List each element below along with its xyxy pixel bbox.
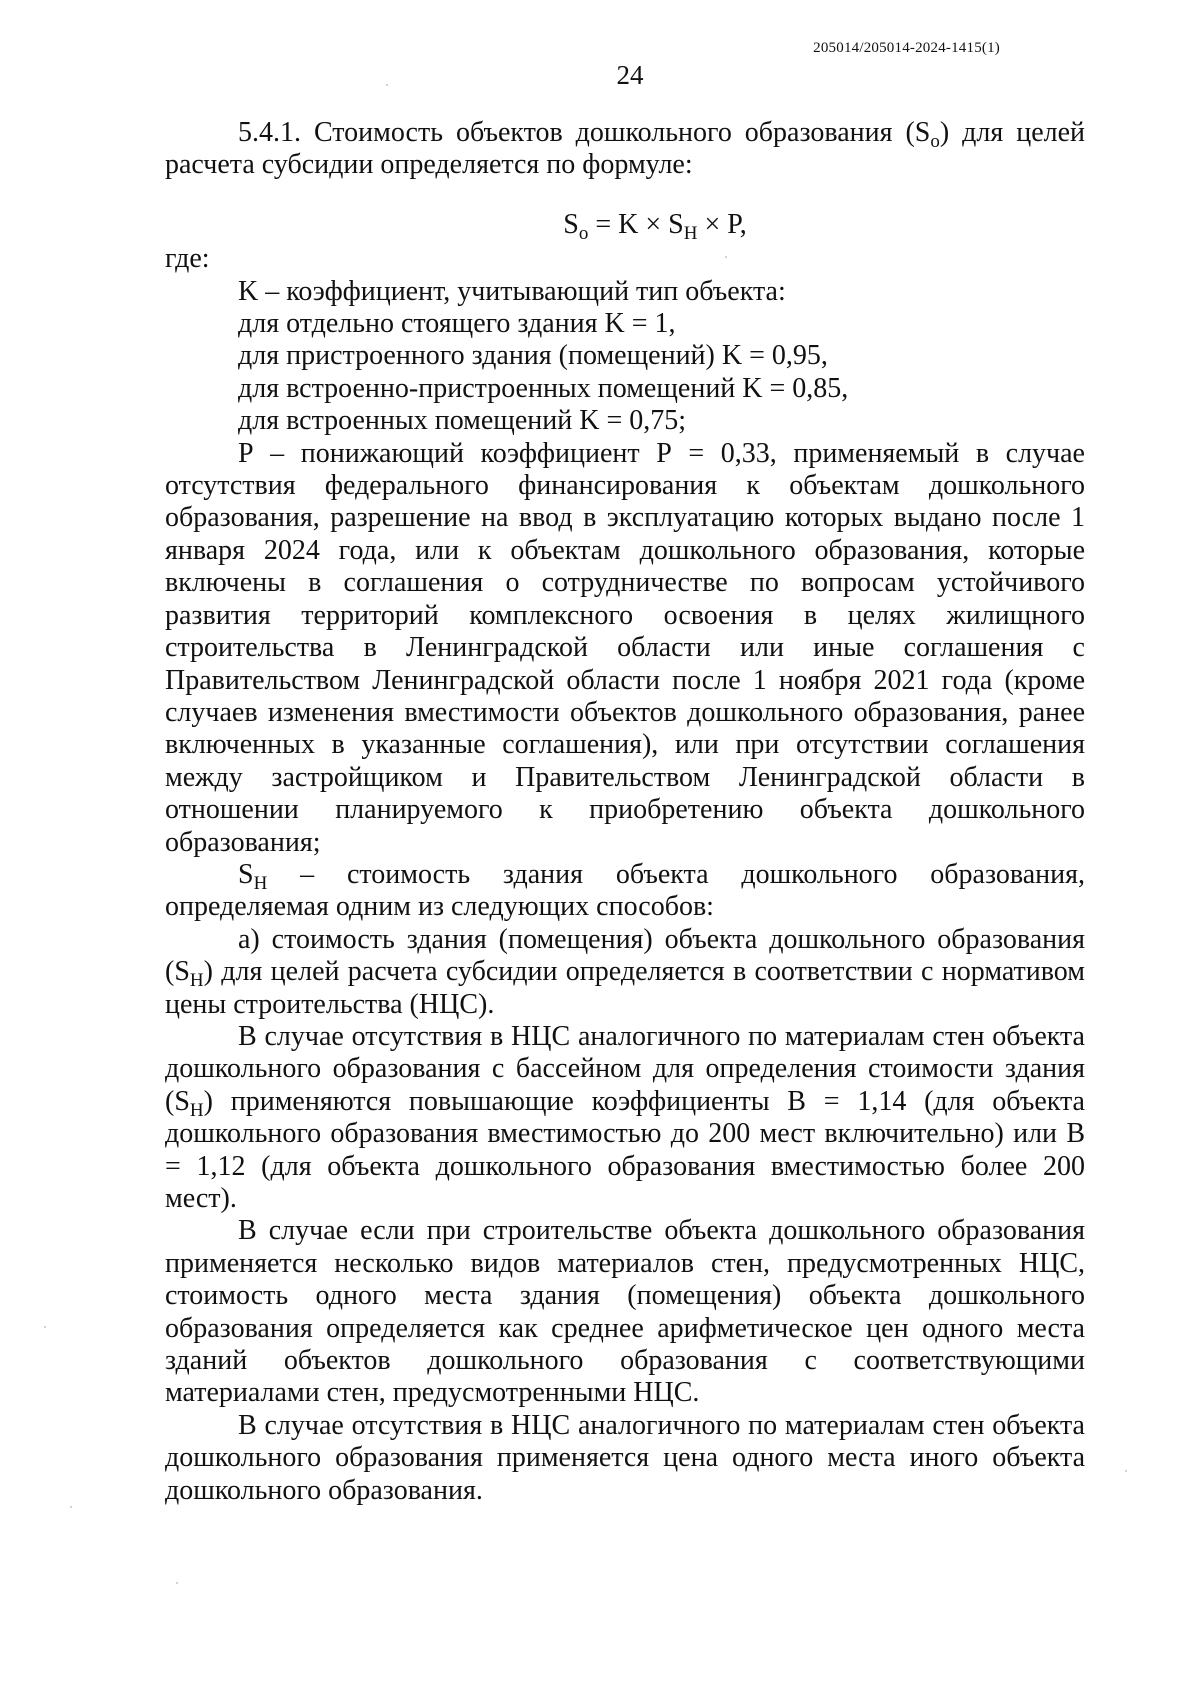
scan-speck: [176, 1582, 178, 1584]
formula-subscript: Н: [683, 222, 698, 244]
pool-subscript: Н: [189, 1099, 204, 1121]
page-number: 24: [616, 60, 644, 90]
k-item-attached: для пристроенного здания (помещений) K = 0,95,: [238, 340, 828, 372]
document-id: 205014/205014-2024-1415(1): [813, 40, 1000, 56]
document-body: [165, 117, 1085, 1507]
intro-subscript: о: [930, 131, 940, 152]
p-definition-paragraph: Р – понижающий коэффициент Р = 0,33, применяемый в случае отсутствия федерального финансирования к объектам дошкольного образования, разрешение на ввод в эксплуатацию которых выдано после 1 января 2024 года, или к объектам дошкольного образования, которые включены в соглашения о сотрудничестве по вопросам устойчивого развития территорий комплексного освоения в целях жилищного строительства в Ленинградской области или иные соглашения с Правительством Ленинградской области после 1 ноября 2021 года (кроме случаев изменения вместимости объектов дошкольного образования, ранее включенных в указанные соглашения), или при отсутствии соглашения между застройщиком и Правительством Ленинградской области в отношении планируемого к приобретению объекта дошкольного образования;: [165, 437, 1085, 858]
k-item-built-in-attached: для встроенно-пристроенных помещений K = 0,85,: [238, 372, 849, 404]
scan-speck: [70, 1506, 72, 1508]
k-definition: K – коэффициент, учитывающий тип объекта:: [238, 275, 786, 307]
sh-text: – стоимость здания объекта дошкольного образования, определяемая одним из следующих способов:: [165, 858, 1085, 923]
scan-speck: [44, 1326, 46, 1328]
multi-materials-paragraph: В случае если при строительстве объекта дошкольного образования применяется несколько видов материалов стен, предусмотренных НЦС, стоимость одного места здания (помещения) объекта дошкольного образования определяется как среднее арифметическое цен одного места зданий объектов дошкольного образования с соответствующими материалами стен, предусмотренными НЦС.: [165, 1215, 1085, 1409]
scan-speck: [386, 84, 388, 86]
sh-subscript: Н: [253, 872, 268, 894]
pool-text-part: В случае отсутствия в НЦС аналогичного по материалам стен объекта дошкольного образования с бассейном для определения стоимости здания (S: [165, 1020, 1085, 1117]
intro-paragraph: [165, 117, 1085, 182]
item-a-paragraph: [165, 924, 1085, 1021]
formula-part: S: [563, 208, 579, 240]
pool-text-part: ) применяются повышающие коэффициенты В = 1,14 (для объекта дошкольного образования вместимостью до 200 мест включительно) или В = 1,12 (для объекта дошкольного образования вместимостью более 200 мест).: [165, 1085, 1085, 1214]
item-a-subscript: Н: [189, 970, 204, 992]
formula-part: × P,: [697, 208, 747, 240]
k-item-built-in: для встроенных помещений K = 0,75;: [238, 405, 687, 437]
item-a-text-part: а) стоимость здания (помещения) объекта дошкольного образования (S: [165, 923, 1085, 988]
formula-part: = K × S: [588, 208, 684, 240]
formula-subscript: о: [578, 222, 589, 244]
scan-speck: [725, 256, 727, 258]
sh-definition-paragraph: [165, 859, 1085, 924]
pool-coefficient-paragraph: [165, 1021, 1085, 1215]
no-analog-paragraph: В случае отсутствия в НЦС аналогичного по материалам стен объекта дошкольного образования применяется цена одного места иного объекта дошкольного образования.: [165, 1409, 1085, 1506]
item-a-text-part: ) для целей расчета субсидии определяется в соответствии с нормативом цены строительства (НЦС).: [165, 956, 1085, 1020]
where-label: где:: [165, 243, 210, 275]
scan-speck: [1125, 1470, 1127, 1472]
intro-text-part: 5.4.1. Стоимость объектов дошкольного образования (S: [238, 117, 931, 148]
formula: [165, 208, 1085, 244]
k-item-standalone: для отдельно стоящего здания K = 1,: [238, 308, 676, 340]
intro-text-part: ) для целей расчета субсидии определяется по формуле:: [165, 117, 1086, 181]
sh-symbol: S: [238, 858, 254, 890]
